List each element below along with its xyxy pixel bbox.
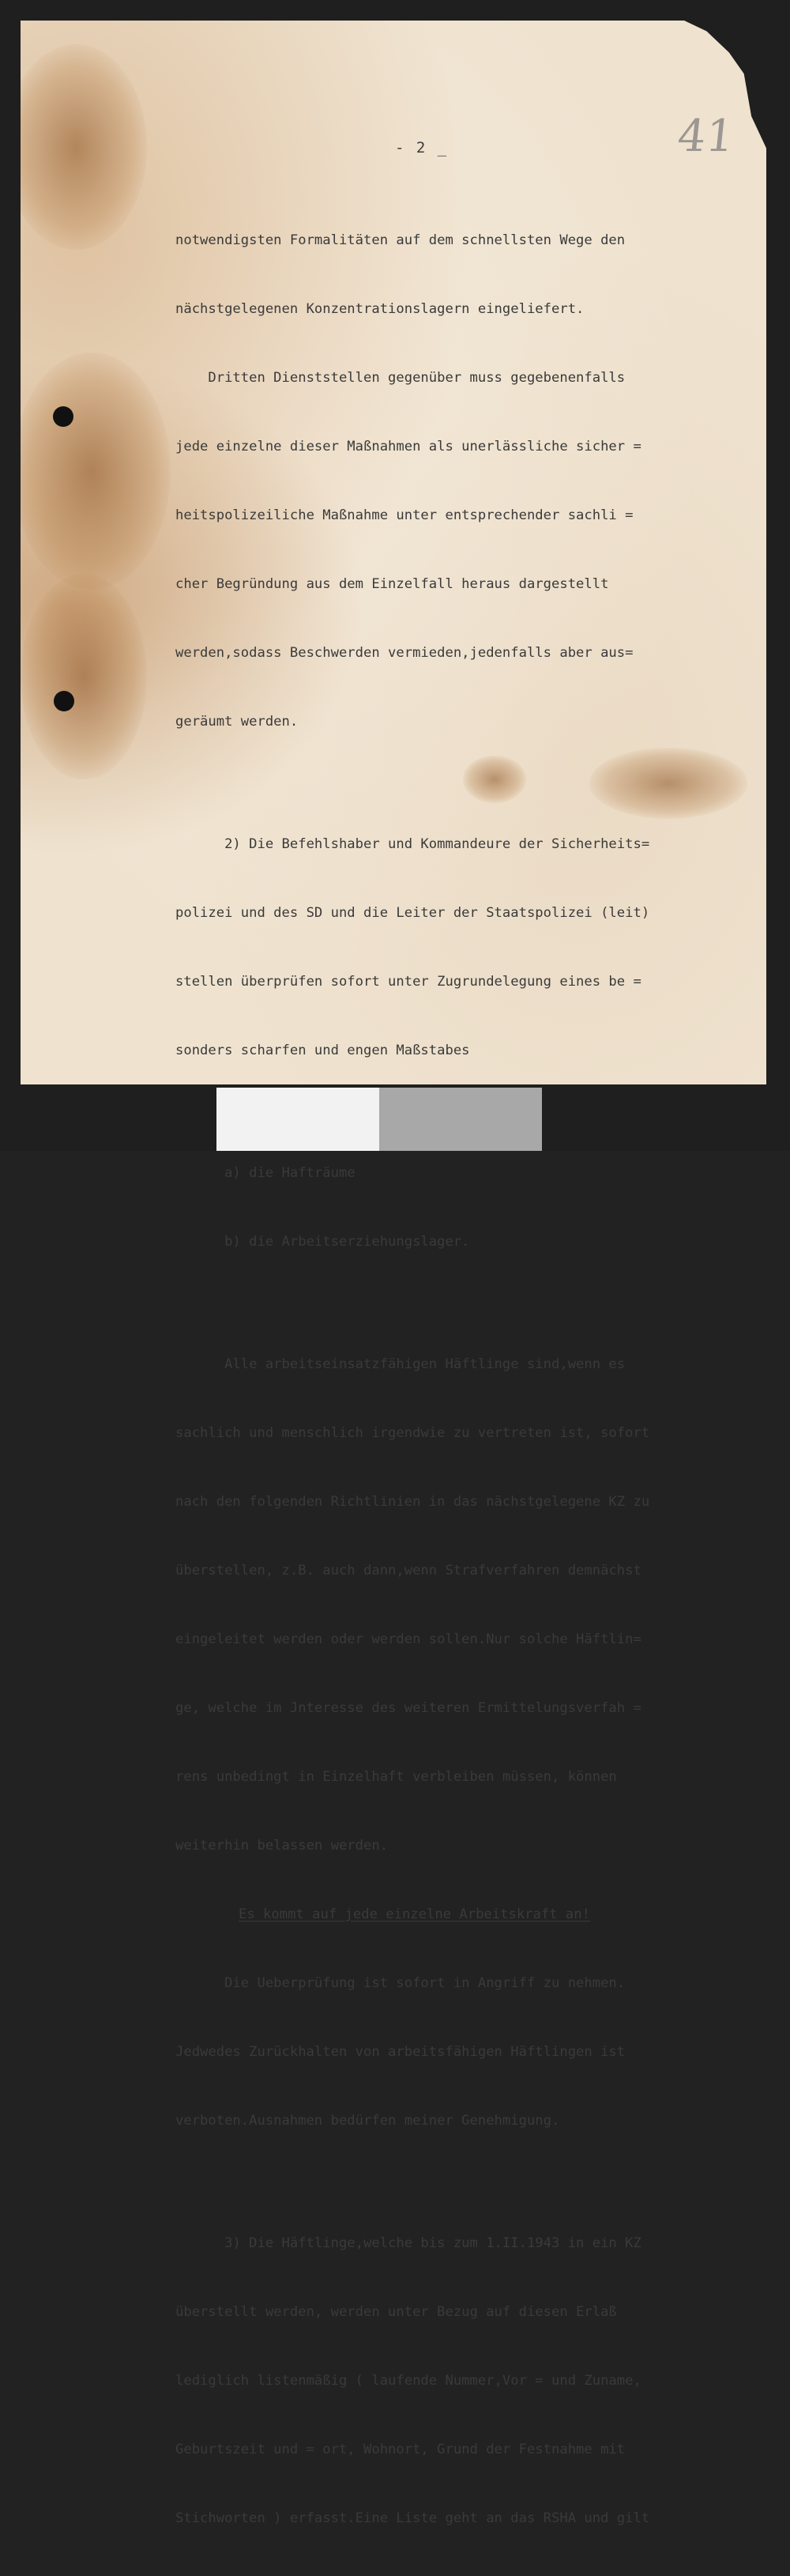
paragraph-gap [175, 1299, 720, 1307]
text-line: ge, welche im Jnteresse des weiteren Ermittelungsverfah = [175, 1700, 641, 1716]
color-calibration-strip [216, 1088, 542, 1151]
white-swatch [216, 1088, 379, 1151]
text-line: überstellen, z.B. auch dann,wenn Strafverfahren demnächst [175, 1563, 641, 1578]
emphasis-line [175, 1903, 720, 1926]
gray-swatch [379, 1088, 542, 1151]
text-line: jede einzelne dieser Maßnahmen als unerlässliche sicher = [175, 439, 641, 454]
text-line: überstellt werden, werden unter Bezug auf diesen Erlaß [175, 2304, 617, 2320]
text-line: eingeleitet werden oder werden sollen.Nur solche Häftlin= [175, 1631, 641, 1647]
text-line: Dritten Dienststellen gegenüber muss gegebenenfalls [175, 370, 626, 386]
paragraph-gap [175, 2178, 720, 2186]
text-line: Jedwedes Zurückhalten von arbeitsfähigen Häftlingen ist [175, 2044, 626, 2060]
text-line: sachlich und menschlich irgendwie zu vertreten ist, sofort [175, 1425, 650, 1441]
text-line: weiterhin belassen werden. [175, 1838, 389, 1854]
text-line: polizei und des SD und die Leiter der Staatspolizei (leit) [175, 905, 650, 921]
text-line: Die Ueberprüfung ist sofort in Angriff zu nehmen. [175, 1975, 626, 1991]
text-line: nach den folgenden Richtlinien in das nächstgelegene KZ zu [175, 1494, 650, 1510]
punch-hole [54, 691, 74, 711]
text-line: heitspolizeiliche Maßnahme unter entsprechender sachli = [175, 507, 634, 523]
punch-hole [53, 406, 73, 427]
text-line: 3) Die Häftlinge,welche bis zum 1.II.1943 in ein KZ [175, 2235, 641, 2251]
text-line: nächstgelegenen Konzentrationslagern eingeliefert. [175, 301, 585, 317]
paragraph-gap [175, 779, 720, 787]
text-line: lediglich listenmäßig ( laufende Nummer,Vor = und Zuname, [175, 2373, 641, 2389]
stain [21, 574, 147, 779]
text-line: cher Begründung aus dem Einzelfall heraus dargestellt [175, 576, 609, 592]
text-line: stellen überprüfen sofort unter Zugrundelegung eines be = [175, 974, 641, 990]
page-number: - 2 _ [395, 139, 449, 157]
text-line: Stichworten ) erfasst.Eine Liste geht an das RSHA und gilt [175, 2510, 650, 2526]
text-line: 2) Die Befehlshaber und Kommandeure der Sicherheits= [175, 836, 650, 852]
text-line: a) die Hafträume [175, 1165, 356, 1181]
text-line: verboten.Ausnahmen bedürfen meiner Genehmigung. [175, 2113, 560, 2129]
stain [13, 353, 171, 590]
underlined-emphasis: Es kommt auf jede einzelne Arbeitskraft an! [239, 1907, 590, 1922]
text-line: geräumt werden. [175, 714, 299, 730]
text-line: werden,sodass Beschwerden vermieden,jedenfalls aber aus= [175, 645, 634, 661]
document-body [175, 183, 720, 2576]
text-line: b) die Arbeitserziehungslager. [175, 1234, 470, 1250]
text-line: rens unbedingt in Einzelhaft verbleiben müssen, können [175, 1769, 617, 1785]
text-line: Alle arbeitseinsatzfähigen Häftlinge sind,wenn es [175, 1356, 626, 1372]
text-line: sonders scharfen und engen Maßstabes [175, 1043, 470, 1058]
stain [5, 44, 147, 250]
handwritten-folio-number: 41 [675, 111, 737, 162]
text-line: notwendigsten Formalitäten auf dem schnellsten Wege den [175, 232, 626, 248]
text-line: Geburtszeit und = ort, Wohnort, Grund der Festnahme mit [175, 2442, 626, 2457]
